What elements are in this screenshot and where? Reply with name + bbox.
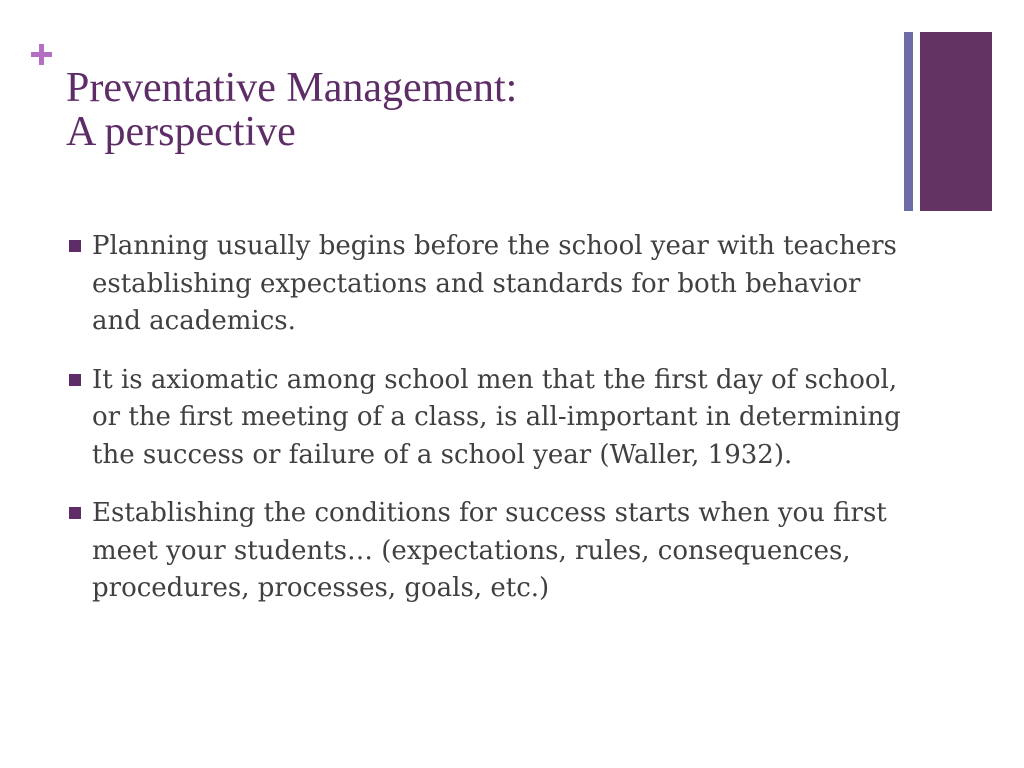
decorative-bar-thin [904, 32, 913, 211]
plus-icon [28, 40, 56, 68]
bullet-text: It is axiomatic among school men that the first day of school, or the first meeting of a class, is all-important in determining the success or failure of a school year (Waller, 1932). [92, 364, 901, 470]
bullet-text: Planning usually begins before the school year with teachers establishing expectations and standards for both behavior and academics. [92, 231, 897, 336]
bullet-list [66, 228, 906, 629]
title-line-1: Preventative Management: [66, 65, 518, 111]
bullet-item [66, 362, 906, 475]
bullet-text: Establishing the conditions for success starts when you first meet your students… (expectations, rules, consequences, procedures, processes, goals, etc.) [92, 498, 887, 603]
square-bullet-icon [69, 507, 81, 519]
decorative-bar-thick [920, 32, 992, 211]
square-bullet-icon [69, 240, 81, 252]
square-bullet-icon [69, 374, 81, 386]
bullet-item [66, 228, 906, 341]
bullet-item [66, 495, 906, 608]
title-line-2: A perspective [66, 109, 296, 155]
slide-title [66, 66, 517, 154]
